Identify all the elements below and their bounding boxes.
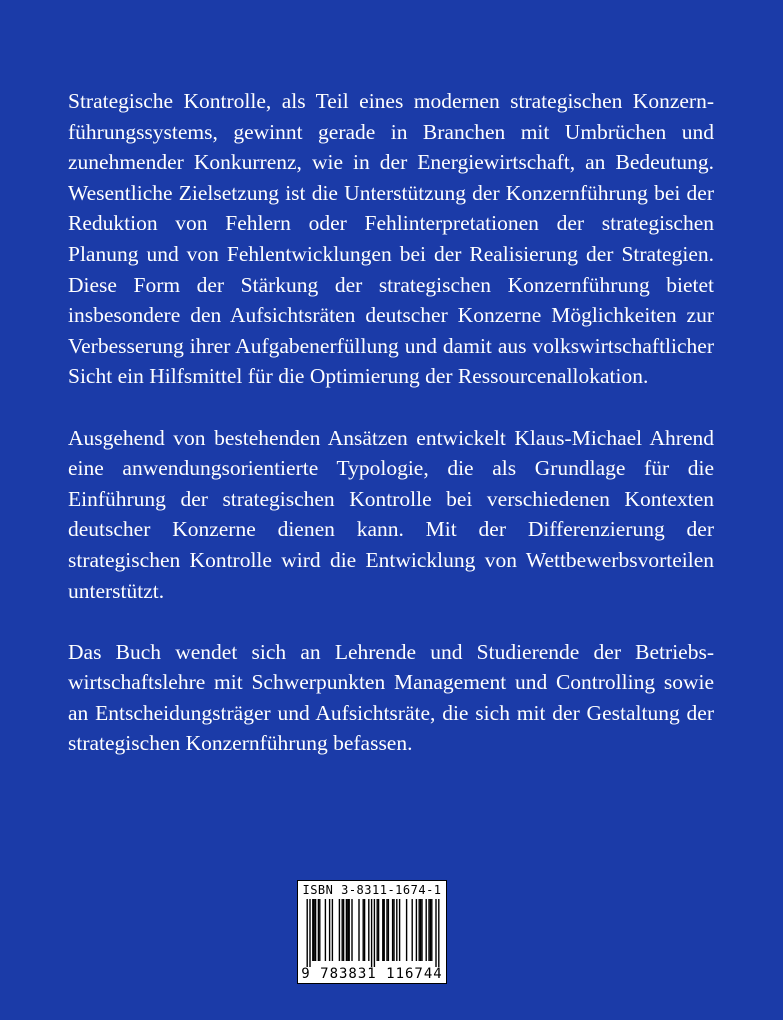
barcode-bar [363,899,364,961]
barcode-bar [319,899,320,961]
barcode-bar [309,899,310,967]
barcode-bar [368,899,369,961]
barcode-bar [393,899,394,961]
barcode-bar [431,899,432,961]
barcode-bar [428,899,429,961]
barcode-bar [386,899,387,961]
barcode-bar [347,899,348,961]
barcode-bar [339,899,340,961]
blurb-text [68,86,714,790]
barcode-bar [399,899,400,961]
barcode-bar [343,899,344,961]
barcode-bar [329,899,330,961]
blurb-paragraph-3: Das Buch wendet sich an Lehrende und Studierende der Betriebswirtschaftslehre mit Schwerpunkten Management und Controlling sowie an Entscheidungsträger und Aufsichtsräte, die sich mit der Gestaltung der strategischen Konzernführung befassen. [68,639,714,756]
barcode-bar [438,899,439,967]
barcode-bar [318,899,319,961]
barcode-bar [396,899,397,961]
barcode-bars [303,899,443,967]
barcode-bar [392,899,393,961]
barcode-bar [351,899,352,961]
barcode-bar [384,899,385,961]
blurb-paragraph-2: Ausgehend von bestehenden Ansätzen entwickelt Klaus-Michael Ahrend eine anwendungsorientierte Typologie, die als Grundlage für die Einführung der strategischen Kontrolle bei verschiedenen Kontexten deutscher Konzerne dienen kann. Mit der Differenzierung der strategischen Kontrolle wird die Entwicklung von Wettbewerbsvorteilen unterstützt. [68,425,714,603]
barcode-bar [412,899,413,961]
isbn-label: ISBN 3-8311-1674-1 [302,883,442,897]
barcode-bar [430,899,431,961]
ean-digits: 9 783831 116744 [301,966,443,982]
barcode-bar [420,899,421,961]
barcode-bar [416,899,417,961]
blurb-paragraph-1: Strategische Kontrolle, als Teil eines modernen strategischen Konzernführungssystems, gewinnt gerade in Branchen mit Umbrüchen und zunehmender Konkurrenz, wie in der Energiewirtschaft, an Bedeutung. Wesentliche Zielsetzung ist die Unterstützung der Konzernführung bei der Reduktion von Fehlern oder Fehlinterpretationen der strategischen Planung und von Fehlentwicklungen bei der Realisierung der Strategien. Diese Form der Stärkung der strategischen Konzernführung bietet insbesondere den Aufsichtsräten deutscher Konzerne Möglichkeiten zur Verbesserung ihrer Aufgabenerfüllung und damit aus volkswirtschaftlicher Sicht ein Hilfsmittel für die Optimierung der Ressourcenallokation. [68,89,714,389]
barcode-bar [421,899,422,961]
barcode-bar [426,899,427,961]
barcode-bar [406,899,407,961]
barcode-bar [374,899,375,967]
barcode-bar [314,899,315,961]
barcode-bar [364,899,365,961]
barcode-bar [342,899,343,961]
barcode-bar [358,899,359,961]
barcode-bar [388,899,389,961]
barcode-bar [307,899,308,967]
isbn-barcode [297,880,447,984]
barcode-bar [419,899,420,961]
barcode-bar [325,899,326,961]
barcode-bar [378,899,379,961]
barcode-bar [435,899,436,967]
barcode-bar [377,899,378,961]
barcode-bar [332,899,333,961]
barcode-bar [315,899,316,961]
barcode-bar [371,899,372,967]
barcode-bar [312,899,313,961]
barcode-bar [349,899,350,961]
barcode-bar [382,899,383,961]
barcode-bar [346,899,347,961]
